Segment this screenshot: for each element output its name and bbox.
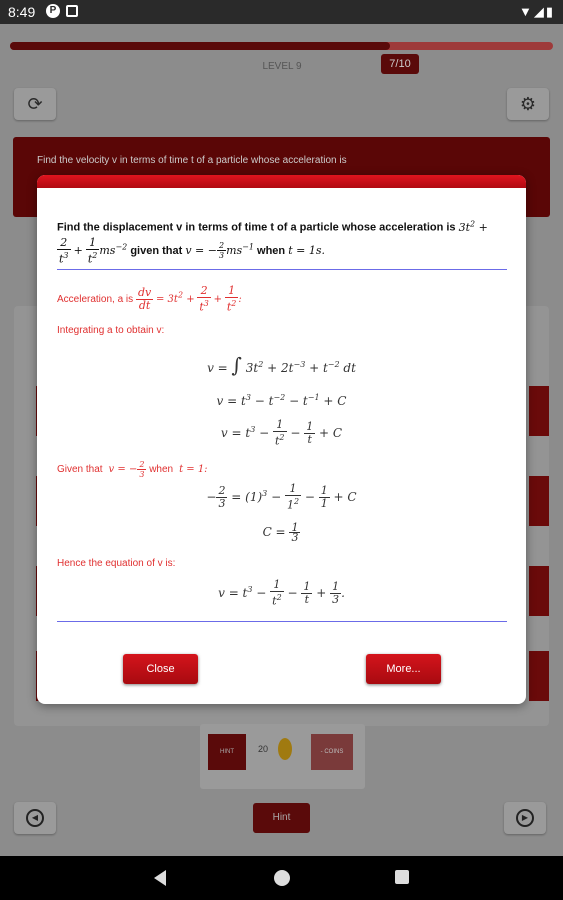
step-given-that: Given that v = − $\frac{2}{3}$ when t = 1: <box>57 460 208 479</box>
status-bar <box>0 0 563 24</box>
answer-option[interactable] <box>529 476 549 526</box>
dialog-top-bar <box>37 175 526 188</box>
gear-icon: ⚙ <box>519 94 537 114</box>
level-progress-bar <box>10 42 553 50</box>
question-math-4: v = − <box>185 243 217 257</box>
question-math-3: $\frac{1}{t^2}$ <box>87 235 98 266</box>
answer-option[interactable] <box>529 566 549 616</box>
home-icon[interactable] <box>274 870 290 886</box>
equation-simplified: $v = t^3$ − $\frac{1}{t^2}$ − $\frac{1}{t}$ + C <box>220 418 343 448</box>
navigation-bar <box>0 856 563 900</box>
status-time: 8:49 <box>8 4 36 20</box>
question-math-2: $\frac{2}{t^3}$ <box>59 235 69 266</box>
close-button[interactable]: Close <box>123 654 198 684</box>
answer-option[interactable] <box>529 651 549 701</box>
equation-constant: C = $\frac{1}{3}$ <box>262 521 299 544</box>
question-when: when <box>257 244 286 257</box>
next-button[interactable] <box>504 802 546 834</box>
question-preview: Find the velocity v in terms of time t of a particle whose acceleration is <box>37 155 347 166</box>
step2-label: Integrating a to obtain v: <box>57 325 165 336</box>
chevron-left-icon: ◀ <box>26 809 44 827</box>
hint-button[interactable]: Hint <box>253 803 310 833</box>
step-acceleration: Acceleration, a is $\frac{dv}{dt}$ = $3t^2$ + $\frac{2}{t^3}$ + $\frac{1}{t^2}$ : <box>57 284 242 314</box>
step3-label: Given that <box>57 464 103 476</box>
minus-coins-button[interactable]: - COINS <box>311 734 353 770</box>
step1-label: Acceleration, a is <box>57 293 134 305</box>
question-math-1: $3t^2$ + <box>458 219 488 234</box>
step4-label: Hence the equation of v is: <box>57 558 176 569</box>
refresh-icon: ⟳ <box>27 94 43 114</box>
solution-dialog <box>37 175 526 704</box>
divider-top <box>57 269 507 270</box>
system-icons: ▼◢▮ <box>518 4 555 19</box>
equation-integrated: $v = t^3 - t^{-2} - t^{-1} + C$ <box>216 393 347 408</box>
dialog-question: Find the displacement v in terms of time t of a particle whose acceleration is $3t^2$ + $\frac{2}{t^3}$ + $\frac{1}{t^2}$ $ms^{-2}$ given that v = − $\frac{2}{3}$ $ms^{-1}$ when t = 1s. <box>57 219 488 266</box>
notification-icon: P <box>46 4 60 18</box>
chevron-right-icon: ▶ <box>516 809 534 827</box>
hint-panel <box>200 724 365 789</box>
question-math-5: t = 1s. <box>288 243 325 257</box>
equation-integral: v = ∫ $3t^2 + 2t^{-3} + t^{-2}$ dt <box>207 353 356 377</box>
coins-count: 20 <box>258 744 269 754</box>
restart-button[interactable] <box>14 88 56 120</box>
progress-fill <box>10 42 390 50</box>
step3-when: when <box>149 464 174 476</box>
answer-option[interactable] <box>529 386 549 436</box>
more-button[interactable]: More... <box>366 654 441 684</box>
coin-icon <box>278 738 292 760</box>
question-counter: 7/10 <box>381 54 419 74</box>
back-icon[interactable] <box>154 870 166 886</box>
question-text: Find the displacement v in terms of time t of a particle whose acceleration is <box>57 221 456 234</box>
sd-card-icon <box>66 5 78 17</box>
recents-icon[interactable] <box>395 870 409 884</box>
level-label: LEVEL 9 <box>262 61 302 72</box>
question-given: given that <box>130 244 183 257</box>
hint-small-button[interactable]: HINT <box>208 734 246 770</box>
settings-button[interactable] <box>507 88 549 120</box>
equation-substitution: − $\frac{2}{3}$ = $(1)^3$ − $\frac{1}{1^2}$ − $\frac{1}{1}$ + C <box>206 482 357 512</box>
previous-button[interactable] <box>14 802 56 834</box>
divider-bottom <box>57 621 507 622</box>
equation-final: $v = t^3$ − $\frac{1}{t^2}$ − $\frac{1}{t}$ + $\frac{1}{3}$ . <box>218 578 345 608</box>
